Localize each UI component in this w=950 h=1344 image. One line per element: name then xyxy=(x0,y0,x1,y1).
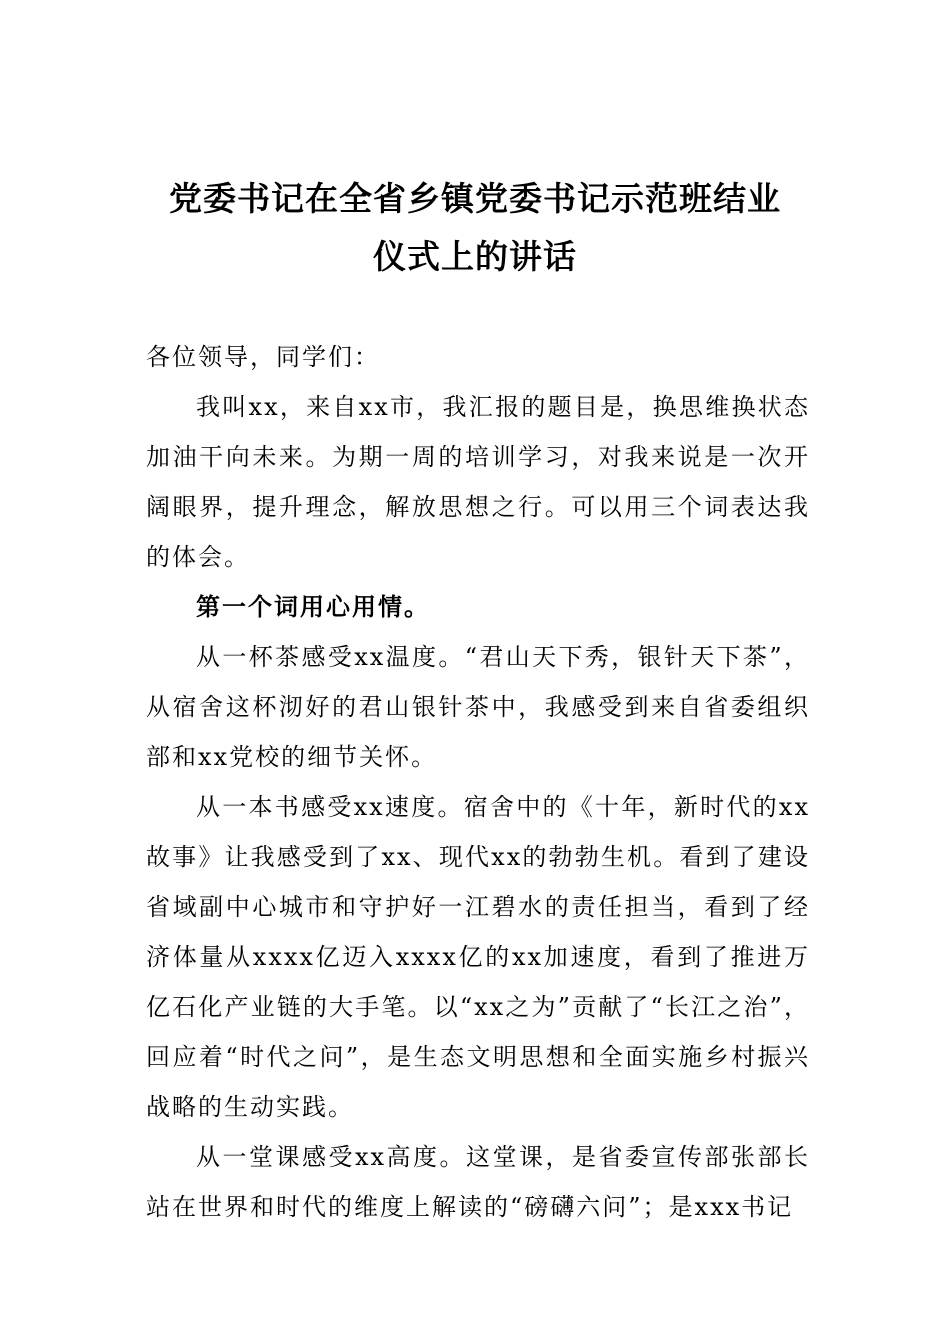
title-line-1: 党委书记在全省乡镇党委书记示范班结业 xyxy=(169,179,781,218)
salutation: 各位领导，同学们： xyxy=(146,343,380,371)
section-heading: 第一个词用心用情。 xyxy=(196,593,430,621)
paragraph-book: 从一本书感受xx速度。宿舍中的《十年，新时代的xx故事》让我感受到了xx、现代xx的勃勃生机。看到了建设省域副中心城市和守护好一江碧水的责任担当，看到了经济体量从xxxx亿迈入xxxx亿的xx加速度，看到了推进万亿石化产业链的大手笔。以“xx之为”贡献了“长江之治”，回应着“时代之问”，是生态文明思想和全面实施乡村振兴战略的生动实践。 xyxy=(146,793,810,1121)
paragraph-tea: 从一杯茶感受xx温度。“君山天下秀，银针天下茶”，从宿舍这杯沏好的君山银针茶中，我感受到来自省委组织部和xx党校的细节关怀。 xyxy=(146,643,810,771)
document-title xyxy=(146,170,804,286)
paragraph-intro: 我叫xx，来自xx市，我汇报的题目是，换思维换状态加油干向未来。为期一周的培训学习，对我来说是一次开阔眼界，提升理念，解放思想之行。可以用三个词表达我的体会。 xyxy=(146,393,810,571)
title-line-2: 仪式上的讲话 xyxy=(373,237,577,276)
document-body xyxy=(146,332,810,1232)
paragraph-lecture: 从一堂课感受xx高度。这堂课，是省委宣传部张部长站在世界和时代的维度上解读的“磅礴六问”；是xxx书记 xyxy=(146,1143,810,1221)
